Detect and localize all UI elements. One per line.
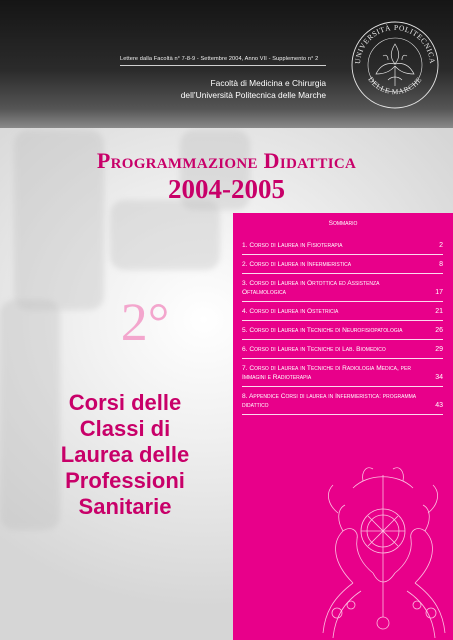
summary-item-label: 1. Corso di Laurea in Fisioterapia [242,242,343,249]
summary-item-label: 5. Corso di Laurea in Tecniche di Neurofisiopatologia [242,327,403,334]
courses-title [40,390,210,520]
summary-item[interactable] [242,260,443,274]
faculty-line-2: dell’Università Politecnica delle Marche [180,89,326,100]
summary-item-page: 29 [435,346,443,353]
faculty-line-1: Facoltà di Medicina e Chirurgia [210,78,326,88]
summary-item[interactable] [242,326,443,340]
courses-title-line: Sanitarie [78,494,172,519]
summary-item[interactable] [242,345,443,359]
summary-heading: Sommario [328,220,358,227]
courses-title-line: Corsi delle [68,390,182,415]
summary-item-page: 21 [435,308,443,315]
background-ghost-shape [110,200,220,270]
summary-item[interactable] [242,392,443,415]
summary-item-page: 2 [439,242,443,249]
summary-item[interactable] [242,364,443,387]
issue-line: Lettere dalla Facoltà n° 7-8-9 - Settembre 2004, Anno VII - Supplemento n° 2 [120,56,319,62]
summary-item[interactable] [242,307,443,321]
courses-title-line: Classi di [79,416,171,441]
university-seal-icon [350,20,440,110]
summary-item-page: 17 [435,289,443,296]
summary-item-label: 7. Corso di Laurea in Tecniche di Radiologia Medica, per Immagini e Radioterapia [242,365,411,381]
summary-list [242,241,443,420]
summary-item-label: 3. Corso di Laurea in Ortottica ed Assistenza Oftalmologica [242,280,380,296]
summary-item-page: 34 [435,374,443,381]
summary-item-page: 43 [435,402,443,409]
svg-text:UNIVERSITÀ POLITECNICA [353,22,437,64]
seal-top-text: UNIVERSITÀ POLITECNICA [352,22,438,65]
summary-item-label: 4. Corso di Laurea in Ostetricia [242,308,339,315]
academic-year: 2004-2005 [168,174,285,204]
summary-item-page: 26 [435,327,443,334]
summary-item[interactable] [242,241,443,255]
summary-panel [233,213,453,640]
courses-title-line: Laurea delle [60,442,190,467]
summary-item-label: 2. Corso di Laurea in Infermieristica [242,261,352,268]
program-title: Programmazione Didattica [96,148,357,173]
issue-rule [120,65,326,66]
faculty-name [120,78,326,101]
summary-item-page: 8 [439,261,443,268]
supplement-number: 2° [120,292,170,352]
seal-bottom-text: DELLE MARCHE [366,74,424,97]
summary-item-label: 6. Corso di Laurea in Tecniche di Lab. Biomedico [242,346,386,353]
courses-title-line: Professioni [65,468,185,493]
summary-item[interactable] [242,279,443,302]
summary-item-label: 8. Appendice Corsi di laurea in Infermieristica: programma didattico [242,393,417,409]
